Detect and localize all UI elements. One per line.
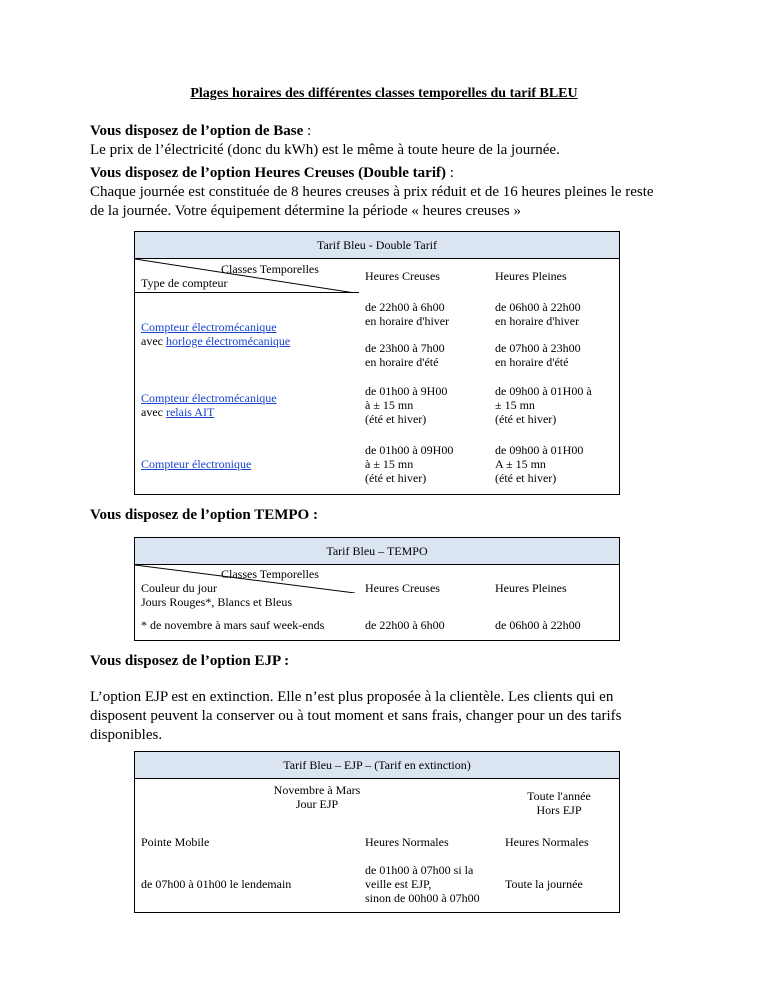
ait-hc-line1: de 01h00 à 9H00 [365,383,448,398]
ait-hp-line1: de 09h00 à 01H00 à [495,383,592,398]
link-horloge[interactable]: horloge électromécanique [165,333,291,348]
tempo-section [90,506,318,525]
ejp-nov-line1: Novembre à Mars [273,783,361,797]
tempo-heading: Vous disposez de l’option TEMPO : [90,507,318,523]
hc-winter-line1: de 22h00 à 6h00 [365,299,445,314]
ejp-col-hn2: Heures Normales [499,827,620,857]
ejp-nov-cell [135,779,500,827]
meter-link-electronique[interactable]: Compteur électronique [141,457,252,472]
meter-electromec-horloge [135,293,360,375]
ait-hc-cell [359,375,489,435]
elec-hc-line2: à ± 15 mn [365,457,414,472]
ejp-year-value: Toute la journée [499,857,620,913]
ait-hp-cell [489,375,620,435]
tempo-diagonal-line [135,565,355,593]
hc-heading: Vous disposez de l’option Heures Creuses (Double tarif) [90,165,446,181]
page-title: Plages horaires des différentes classes temporelles du tarif BLEU [190,86,578,101]
tempo-table [134,537,620,641]
hc-section [90,164,750,221]
ejp-col-pointe: Pointe Mobile [135,827,360,857]
ejp-hn-line1: de 01h00 à 07h00 si la [365,863,474,878]
ejp-pointe-value: de 07h00 à 01h00 le lendemain [135,857,360,913]
tempo-hp-value: de 06h00 à 22h00 [489,611,620,641]
hc-colon: : [446,165,454,181]
diagonal-line [135,259,355,293]
hp-summer-line1: de 07h00 à 23h00 [495,340,581,355]
ejp-year-cell [499,779,620,827]
hc-summer-cell [359,335,489,375]
hc-summer-line2: en horaire d'été [365,354,439,369]
diag-bottom-label: Type de compteur [141,275,228,290]
tempo-note: * de novembre à mars sauf week-ends [135,611,360,641]
ejp-hn-cell [359,857,499,913]
meter-link-electromec-1[interactable]: Compteur électromécanique [141,319,277,334]
ejp-nov-line2: Jour EJP [295,797,339,811]
elec-hp-line1: de 09h00 à 01H00 [495,443,584,458]
hc-winter-line2: en horaire d'hiver [365,313,450,328]
hc-summer-line1: de 23h00 à 7h00 [365,340,445,355]
hp-winter-line1: de 06h00 à 22h00 [495,299,581,314]
ejp-year-line1: Toute l'année [527,788,591,803]
hp-winter-line2: en horaire d'hiver [495,313,580,328]
tempo-diag-bottom: Couleur du jour [141,580,217,595]
base-text: Le prix de l’électricité (donc du kWh) est le même à toute heure de la journée. [90,142,560,158]
hp-winter-cell [489,293,620,335]
ejp-table [134,751,620,913]
tempo-caption: Tarif Bleu – TEMPO [135,538,620,565]
hc-text-line2: de la journée. Votre équipement détermine la période « heures creuses » [90,203,521,219]
tempo-col-hc: Heures Creuses [365,580,440,595]
meter-link-electromec-2[interactable]: Compteur électromécanique [141,390,277,405]
ejp-text-line3: disponibles. [90,727,163,743]
col-heures-pleines: Heures Pleines [489,259,620,293]
diag-header-cell [135,259,360,293]
hp-summer-cell [489,335,620,375]
tempo-days-label: Jours Rouges*, Blancs et Bleus [141,594,292,609]
ejp-year-line2: Hors EJP [536,802,582,817]
ait-hc-line2: à ± 15 mn [365,397,414,412]
ejp-col-hn1: Heures Normales [365,834,449,849]
elec-hc-line3: (été et hiver) [365,471,427,486]
base-heading: Vous disposez de l’option de Base [90,123,304,139]
ejp-hn-line3: sinon de 00h00 à 07h00 [365,891,480,906]
elec-hp-line2: A ± 15 mn [495,457,546,472]
elec-hc-cell [359,435,489,495]
tempo-col-hp: Heures Pleines [489,565,620,611]
ejp-caption: Tarif Bleu – EJP – (Tarif en extinction) [135,752,620,779]
diag-top-label: Classes Temporelles [221,261,319,276]
ait-hp-line3: (été et hiver) [495,411,557,426]
hc-winter-cell [359,293,489,335]
double-tarif-table [134,231,620,495]
with-label-2: avec [141,404,166,419]
ejp-heading-block [90,652,289,671]
base-section [90,122,730,160]
tempo-hc-value: de 22h00 à 6h00 [359,611,489,641]
ait-hc-line3: (été et hiver) [365,411,427,426]
ejp-text-line2: disposent peuvent la conserver ou à tout moment et sans frais, changer pour un des tarifs [90,708,622,724]
col-heures-creuses: Heures Creuses [359,259,489,293]
hp-summer-line2: en horaire d'été [495,354,569,369]
ait-hp-line2: ± 15 mn [495,397,535,412]
hc-text-line1: Chaque journée est constituée de 8 heures creuses à prix réduit et de 16 heures pleines le reste [90,184,654,200]
tempo-diag-cell [135,565,360,611]
elec-hp-line3: (été et hiver) [495,471,557,486]
with-label-1: avec [141,333,166,348]
base-colon: : [303,123,312,139]
elec-hp-cell [489,435,620,495]
link-relais-ait[interactable]: relais AIT [165,404,215,419]
ejp-text [90,688,750,745]
elec-hc-line1: de 01h00 à 09H00 [365,443,454,458]
tempo-diag-top: Classes Temporelles [221,566,319,581]
meter-electronique [135,435,360,495]
ejp-heading: Vous disposez de l’option EJP : [90,653,290,669]
ejp-hn-line2: veille est EJP, [365,877,432,892]
ejp-text-line1: L’option EJP est en extinction. Elle n’est plus proposée à la clientèle. Les clients qui en [90,689,614,705]
meter-electromec-ait [135,375,360,435]
double-tarif-caption: Tarif Bleu - Double Tarif [135,232,620,259]
